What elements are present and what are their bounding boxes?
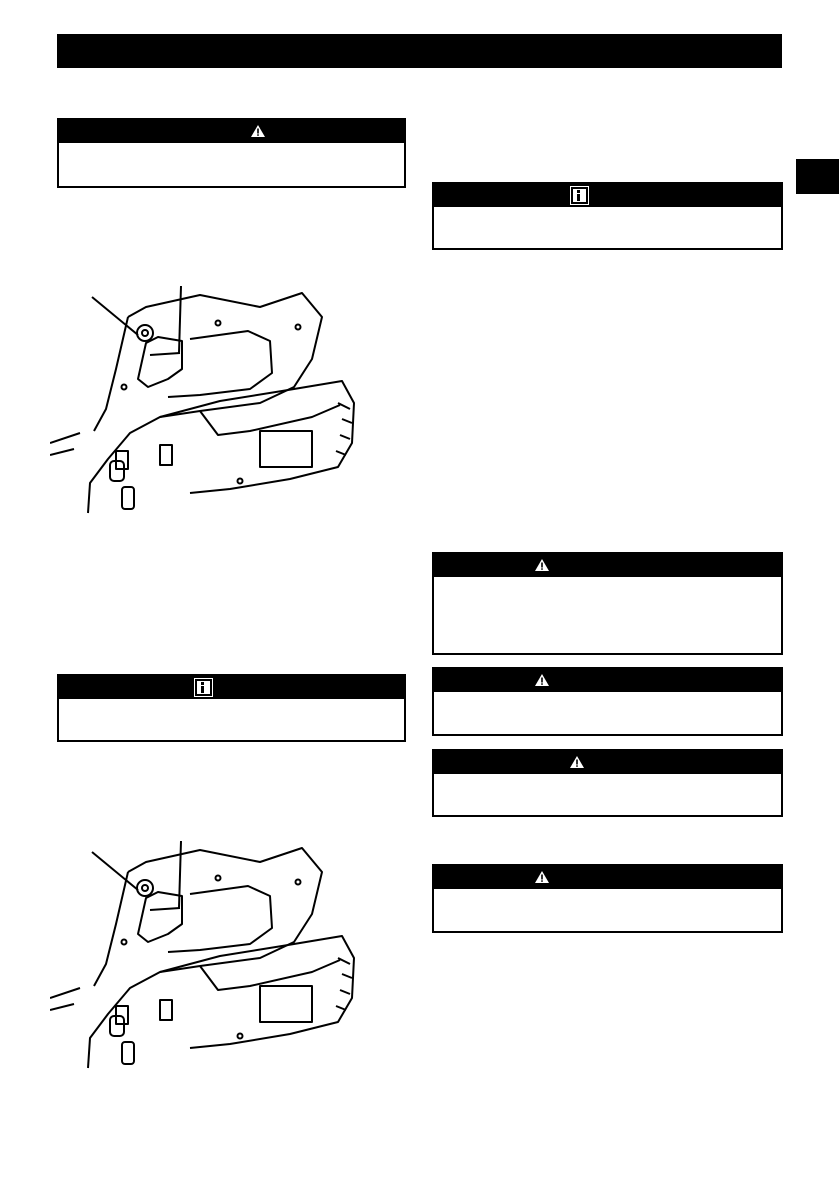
warning-box-5 (432, 864, 783, 933)
warning-body (434, 889, 781, 931)
info-box-2 (432, 182, 783, 250)
warning-box-3 (432, 667, 783, 736)
warning-header-bar (434, 554, 781, 577)
info-body (434, 207, 781, 248)
warning-box-2 (432, 552, 783, 655)
warning-box-4 (432, 749, 783, 817)
info-icon (195, 679, 212, 696)
warning-triangle-icon (535, 674, 549, 686)
warning-body (434, 577, 781, 653)
warning-triangle-icon (570, 756, 584, 768)
language-side-tab (796, 159, 839, 194)
warning-header-bar (434, 751, 781, 774)
warning-body (59, 143, 404, 186)
info-header-bar (59, 676, 404, 699)
info-icon (571, 187, 588, 204)
warning-header-bar (434, 866, 781, 889)
info-box-1 (57, 674, 406, 742)
info-body (59, 699, 404, 740)
warning-triangle-icon (251, 125, 265, 137)
blower-handle-figure-1 (50, 283, 360, 523)
warning-box-1 (57, 118, 406, 188)
blower-handle-figure-2 (50, 838, 360, 1078)
section-header-bar (57, 34, 782, 68)
warning-triangle-icon (535, 871, 549, 883)
warning-triangle-icon (535, 559, 549, 571)
warning-body (434, 692, 781, 734)
info-header-bar (434, 184, 781, 207)
warning-header-bar (59, 120, 404, 143)
warning-header-bar (434, 669, 781, 692)
warning-body (434, 774, 781, 815)
